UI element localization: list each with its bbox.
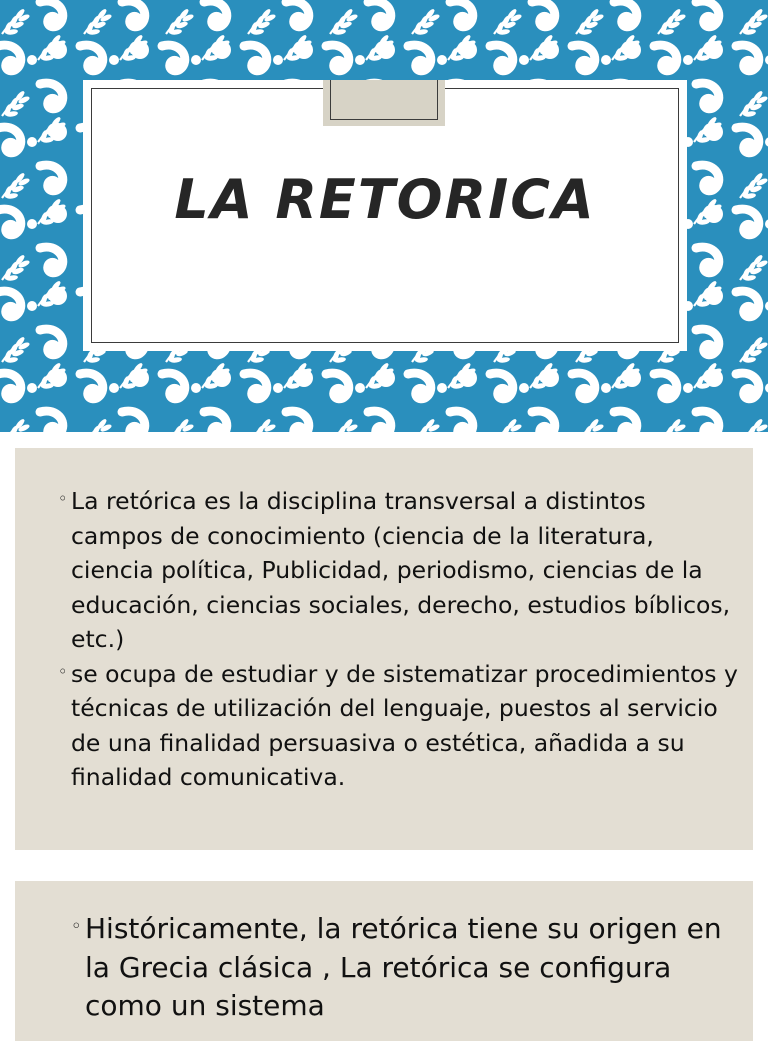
- bullet-text: se ocupa de estudiar y de sistematizar procedimientos y técnicas de utilización del lenguaje, puestos al servicio de una finalidad persuasiva o estética, añadida a su finalidad comunicativa.: [71, 659, 738, 791]
- bullet-icon: ◦: [58, 661, 68, 681]
- bullet-item: [71, 910, 745, 1026]
- bullet-text: Históricamente, la retórica tiene su origen en la Grecia clásica , La retórica se configura como un sistema: [85, 912, 722, 1022]
- bullet-icon: ◦: [71, 916, 82, 937]
- bullet-list: [71, 910, 745, 1026]
- bullet-icon: ◦: [58, 489, 68, 508]
- content-slide-3: [15, 881, 753, 1041]
- content-slide-2: [15, 448, 753, 850]
- bullet-item: [58, 657, 741, 795]
- title-tab-inner: [330, 80, 438, 120]
- title-tab: [323, 80, 445, 126]
- bullet-item: [58, 484, 741, 657]
- bullet-list: [58, 484, 741, 795]
- slide-title: LA RETORICA: [174, 168, 596, 231]
- title-slide: [0, 0, 768, 432]
- bullet-text: La retórica es la disciplina transversal a distintos campos de conocimiento (ciencia de la literatura, ciencia política, Publicidad, periodismo, ciencias de la educación, ciencias sociales, derecho, estudios bíblicos, etc.): [71, 487, 731, 653]
